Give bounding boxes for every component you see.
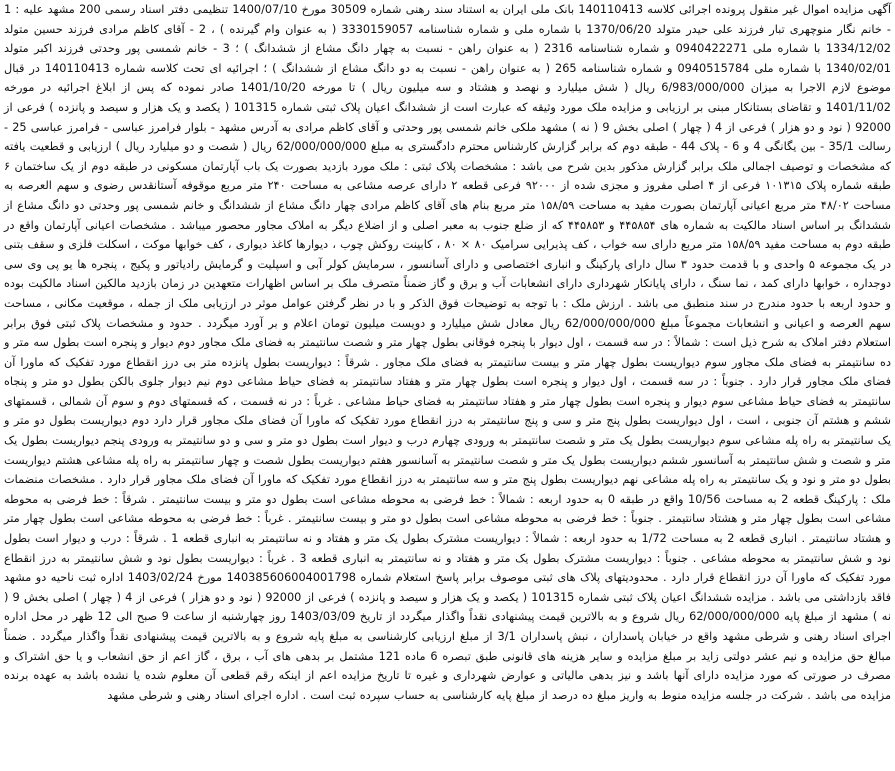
notice-body-text: آگهی مزایده اموال غیر منقول پرونده اجرائی کلاسه 140110413 بانک ملی ایران به استناد سند رهنی شماره 30509 مورخ 1400/07/10 تنظیمی دفتر اسناد رسمی 200 مشهد علیه : 1 - خانم نگار منوچهری تبار فرزند علی حیدر متولد 1370/06/20 با شماره ملی و شماره شناسنامه 3330159057 ( به عنوان وام گیرنده ) ، 2 - آقای کاظم مرادی فرزند حسین متولد 1334/12/02 با شماره ملی 0940422271 و شماره شناسنامه 2316 ( به عنوان راهن - نسبت به چهار دانگ مشاع از ششدانگ ) ؛ 3 - خانم شمسی پور وحدتی فرزند اکبر متولد 1340/02/01 با شماره ملی 0940515784 و شماره شناسنامه 265 ( به عنوان راهن - نسبت به دو دانگ مشاع از ششدانگ ) ؛ اجرائیه ای تحت کلاسه شماره 140110413 در قبال موضوع لازم الاجرا به میزان 6/983/000/000 ریال ( شش میلیارد و نهصد و هشتاد و سه میلیون ریال ) تا مورخه 1401/10/20 صادر نموده که پس از ابلاغ اجرائیه در مورخه 1401/11/02 و تقاضای بستانکار مبنی بر ارزیابی و مزایده ملک مورد وثیقه که عبارت است از ششدانگ اعیان پلاک ثبتی شماره 101315 ( یکصد و یک هزار و سیصد و پانزده ) فرعی از 92000 ( نود و دو هزار ) فرعی از 4 ( چهار ) اصلی بخش 9 ( نه ) مشهد ملکی خانم شمسی پور وحدتی و آقای کاظم مرادی به آدرس مشهد - بلوار فرامرز عباسی - فرامرز عباسی 25 - رسالت 35/1 - بین یگانگی 4 و 6 - پلاک 44 - طبقه دوم که برابر گزارش کارشناس محترم دادگستری به مبلغ 62/000/000/000 ریال ( شصت و دو میلیارد ریال ) ارزیابی و قطعیت یافته که مشخصات و توصیف اجمالی ملک برابر گزارش مذکور بدین شرح می باشد : مشخصات پلاک ثبتی : ملک مورد بازدید بصورت یک باب آپارتمان مسکونی در طبقه دوم از یک ساختمان ۶ طبقه شماره پلاک ۱۰۱۳۱۵ فرعی از ۴ اصلی مفروز و مجزی شده از ۹۲۰۰۰ فرعی قطعه ۲ دارای عرصه مشاعی به مساحت ۲۴۰ متر مربع موقوفه آستانقدس رضوی و سهم العرصه به مساحت ۴۸/۰۲ متر مربع اعیانی آپارتمان بصورت مفید به مساحت ۱۵۸/۵۹ متر مربع بنام های آقای کاظم مرادی چهار دانگ مشاع از ششدانگ و خانم شمسی پور وحدتی دو دانگ مشاع از ششدانگ بر اساس اسناد مالکیت به شماره های ۴۴۵۸۵۴ و ۴۴۵۸۵۳ که از ضلع جنوب به معبر اصلی و از اضلاع دیگر به املاک مجاور محصور میباشد . مشخصات اعیانی آپارتمان واقع در طبقه دوم به مساحت مفید ۱۵۸/۵۹ متر مربع دارای سه خواب ، کف پذیرایی سرامیک ۸۰ × ۸۰ ، کابینت روکش چوب ، دیوارها کاغذ دیواری ، کف خوابها موکت ، اسکلت فلزی و سقف بتنی در یک مجموعه ۵ واحدی و با قدمت حدود ۳ سال دارای پارکینگ و انباری اختصاصی و دارای آسانسور ، سرمایش کولر آبی و اسپلیت و گرمایش رادیاتور و پکیج ، پنجره ها یو پی وی سی دوجداره ، خوابها دارای کمد ، نما سنگ ، دارای پایانکار شهرداری دارای انشعابات آب و برق و گاز ضمناً متصرف ملک بر اساس اظهارات متعهدین در زمان بازدید مالکین اسناد مالکیت بوده و حدود اربعه با حدود مندرج در سند منطبق می باشد . ارزش ملک : با توجه به توضیحات فوق الذکر و با در نظر گرفتن عوامل موثر در ارزیابی ملک از جمله ، موقعیت مکانی ، مساحت سهم العرصه و اعیانی و انشعابات مجموعاً مبلغ 62/000/000/000 ریال معادل شش میلیارد و دویست میلیون تومان اعلام و بر آورد میگردد . حدود و مشخصات پلاک ثبتی فوق برابر استعلام دفتر املاک به شرح ذیل است : شمالاً : در سه قسمت ، اول دیوار با پنجره فوقانی بطول چهار متر و شصت سانتیمتر به فضای ملک مجاور دوم دیوار و پنجره است بطول سه متر و ده سانتیمتر به فضای ملک مجاور سوم دیواریست بطول چهار متر و بیست سانتیمتر به فضای ملک مجاور . شرقاً : دیواریست بطول پانزده متر بی درز انقطاع مورد تفکیک که ماورا آن فضای ملک مجاور قرار دارد . جنوباً : در سه قسمت ، اول دیوار و پنجره است بطول چهار متر و هفتاد سانتیمتر به فضای حیاط مشاعی دوم نیم دیوار جلوی بالکن بطول دو متر و پنجاه سانتیمتر به فضای حیاط مشاعی سوم دیوار و پنجره است بطول چهار متر و هفتاد سانتیمتر به فضای حیاط مشاعی . غرباً : در نه قسمت ، که قسمتهای دوم و سوم آن شمالی ، قسمتهای ششم و هشتم آن جنوبی ، است ، اول دیواریست بطول پنج متر و سی و پنج سانتیمتر به درز انقطاع مورد تفکیک که ماورا آن فضای ملک مجاور قرار دارد دوم دیواریست بطول دو متر و یک سانتیمتر به راه پله مشاعی سوم دیواریست بطول یک متر و شصت سانتیمتر به ورودی چهارم درب و دیوار است بطول دو متر و سی و دو سانتیمتر به ورودی پنجم دیواریست بطول یک متر و شصت و شش سانتیمتر به آسانسور ششم دیواریست بطول یک متر و شصت سانتیمتر به آسانسور هفتم دیواریست بطول شصت و چهار سانتیمتر به راه پله مشاعی هشتم دیواریست بطول دو متر و نود و یک سانتیمتر به راه پله مشاعی نهم دیواریست بطول پنج متر و سه سانتیمتر به درز انقطاع مورد تفکیک که ماورا آن فضای ملک مجاور قرار دارد . مشخصات منضمات ملک : پارکینگ قطعه 2 به مساحت 10/56 واقع در طبقه 0 به حدود اربعه : شمالاً : خط فرضی به محوطه مشاعی است بطول دو متر و بیست سانتیمتر . شرقاً : خط فرضی به محوطه مشاعی است بطول چهار متر و هشتاد سانتیمتر . جنوباً : خط فرضی به محوطه مشاعی است بطول دو متر و بیست سانتیمتر . غرباً : خط فرضی به محوطه مشاعی است بطول چهار متر و هشتاد سانتیمتر . انباری قطعه 2 به مساحت 1/72 به حدود اربعه : شمالاً : دیواریست مشترک بطول یک متر و هفتاد و نه سانتیمتر به انباری قطعه 1 . شرقاً : درب و دیوار است بطول نود و شش سانتیمتر به محوطه مشاعی . جنوباً : دیواریست مشترک بطول یک متر و هفتاد و نه سانتیمتر به انباری قطعه 3 . غرباً : دیواریست بطول نود و شش سانتیمتر به درز انقطاع مورد تفکیک که ماورا آن درز انقطاع قرار دارد . محدودیتهای پلاک های ثبتی موصوف برابر پاسخ استعلام شماره 140385606004001798 مورخ 1403/02/24 اداره ثبت ناحیه دو مشهد فاقد بازداشتی می باشد . مزایده ششدانگ اعیان پلاک ثبتی شماره 101315 ( یکصد و یک هزار و سیصد و پانزده ) فرعی از 92000 ( نود و دو هزار ) فرعی از 4 ( چهار ) اصلی بخش 9 ( نه ) مشهد از مبلغ پایه 62/000/000/000 ریال شروع و به بالاترین قیمت پیشنهادی نقداً واگذار میگردد از تاریخ 1403/03/09 روز چهارشنبه از ساعت 9 صبح الی 12 ظهر در محل اداره اجرای اسناد رهنی و شرطی مشهد واقع در خیابان پاسداران ، نبش پاسداران 3/1 از مبلغ ارزیابی کارشناسی به مبلغ پایه شروع و به بالاترین قیمت پیشنهادی نقداً واگذار میگردد . ضمناً مبالغ حق مزایده و نیم عشر دولتی زاید بر مبلغ مزایده و سایر هزینه های قانونی طبق تبصره 6 ماده 121 مشتمل بر بدهی های آب ، برق ، گاز اعم از حق انشعاب و یا حق اشتراک و مصرف در صورتی که مورد مزایده دارای آنها باشد و نیز بدهی مالیاتی و عوارض شهرداری و غیره تا تاریخ مزایده اعم از اینکه رقم قطعی آن معلوم شده یا نشده باشد به عهده برنده مزایده می باشد . شرکت در جلسه مزایده منوط به واریز مبلغ ده درصد از مبلغ پایه کارشناسی به حساب سپرده ثبت است . اداره اجرای اسناد رهنی و شرطی مشهد — [4, 3, 892, 702]
auction-notice — [4, 0, 891, 771]
